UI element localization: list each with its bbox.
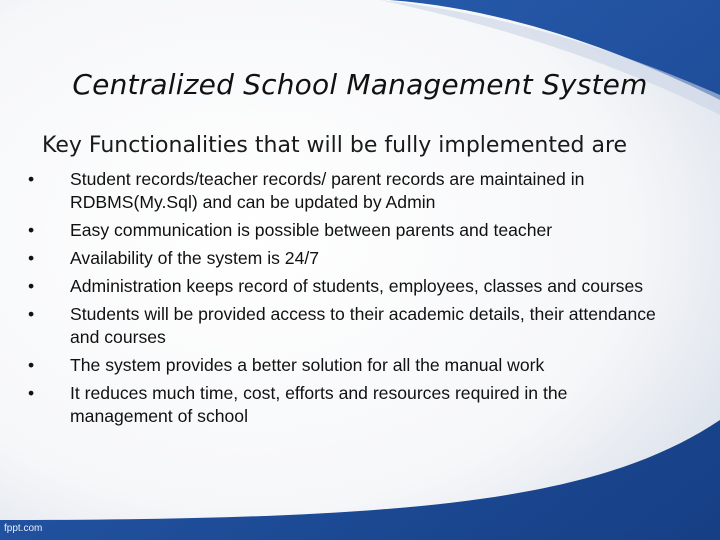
list-item xyxy=(26,382,666,428)
slide-title: Centralized School Management System xyxy=(72,68,648,101)
bullet-text: Easy communication is possible between parents and teacher xyxy=(70,220,553,240)
bullet-icon: • xyxy=(28,169,35,189)
bullet-icon: • xyxy=(28,355,35,375)
bullet-icon: • xyxy=(28,276,35,296)
bullet-list xyxy=(26,168,666,433)
list-item xyxy=(26,354,666,377)
footer-watermark: fppt.com xyxy=(4,523,43,534)
bullet-text: Administration keeps record of students, employees, classes and courses xyxy=(70,276,644,296)
list-item xyxy=(26,168,666,214)
list-item xyxy=(26,219,666,242)
list-item xyxy=(26,275,666,298)
bullet-icon: • xyxy=(28,383,35,403)
bullet-icon: • xyxy=(28,220,35,240)
bullet-text: Student records/teacher records/ parent records are maintained in RDBMS(My.Sql) and can be updated by Admin xyxy=(70,169,585,212)
bullet-text: Students will be provided access to their academic details, their attendance and courses xyxy=(70,304,656,347)
slide-subtitle: Key Functionalities that will be fully implemented are xyxy=(42,133,628,158)
bullet-icon: • xyxy=(28,248,35,268)
bullet-text: It reduces much time, cost, efforts and resources required in the management of school xyxy=(70,383,568,426)
bullet-icon: • xyxy=(28,304,35,324)
list-item xyxy=(26,247,666,270)
list-item xyxy=(26,303,666,349)
bullet-text: The system provides a better solution for all the manual work xyxy=(70,355,545,375)
bullet-text: Availability of the system is 24/7 xyxy=(70,248,320,268)
